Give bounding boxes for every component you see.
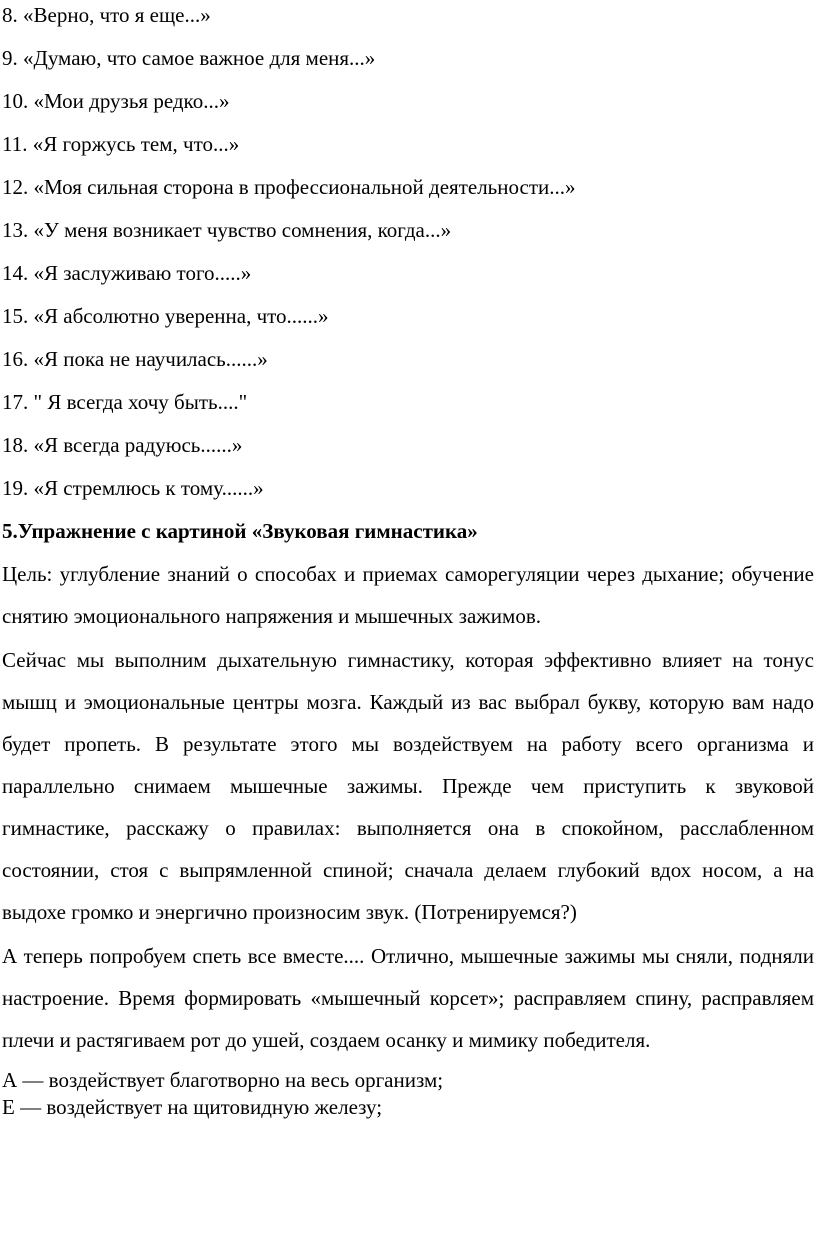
goal-paragraph: Цель: углубление знаний о способах и приемах саморегуляции через дыхание; обучение снятию эмоционального напряжения и мышечных зажимов. — [2, 562, 814, 628]
vowel-list — [0, 1067, 816, 1121]
vowel-item-e: Е — воздействует на щитовидную железу; — [2, 1095, 383, 1119]
list-item: 18. «Я всегда радуюсь......» — [2, 433, 243, 457]
list-item: 17. " Я всегда хочу быть...." — [2, 390, 248, 414]
list-item: 15. «Я абсолютно уверенна, что......» — [2, 304, 329, 328]
list-item: 14. «Я заслуживаю того.....» — [2, 261, 252, 285]
list-item: 13. «У меня возникает чувство сомнения, когда...» — [2, 218, 452, 242]
list-item: 12. «Моя сильная сторона в профессиональной деятельности...» — [2, 175, 576, 199]
list-item: 11. «Я горжусь тем, что...» — [2, 132, 240, 156]
list-item: 9. «Думаю, что самое важное для меня...» — [2, 46, 376, 70]
sentence-list — [0, 0, 816, 510]
exercise-heading: 5.Упражнение с картиной «Звуковая гимнастика» — [2, 519, 478, 543]
list-item: 10. «Мои друзья редко...» — [2, 89, 230, 113]
vowel-item-a: А — воздействует благотворно на весь организм; — [2, 1068, 444, 1092]
list-item: 8. «Верно, что я еще...» — [2, 3, 211, 27]
practice-paragraph: А теперь попробуем спеть все вместе.... Отлично, мышечные зажимы мы сняли, подняли настроение. Время формировать «мышечный корсет»; расправляем спину, расправляем плечи и растягиваем рот до ушей, создаем осанку и мимику победителя. — [2, 944, 814, 1052]
list-item: 16. «Я пока не научилась......» — [2, 347, 268, 371]
instruction-paragraph: Сейчас мы выполним дыхательную гимнастику, которая эффективно влияет на тонус мышц и эмоциональные центры мозга. Каждый из вас выбрал букву, которую вам надо будет пропеть. В результате этого мы воздействуем на работу всего организма и параллельно снимаем мышечные зажимы. Прежде чем приступить к звуковой гимнастике, расскажу о правилах: выполняется она в спокойном, расслабленном состоянии, стоя с выпрямленной спиной; сначала делаем глубокий вдох носом, а на выдохе громко и энергично произносим звук. (Потренируемся?) — [2, 648, 814, 924]
list-item: 19. «Я стремлюсь к тому......» — [2, 476, 264, 500]
